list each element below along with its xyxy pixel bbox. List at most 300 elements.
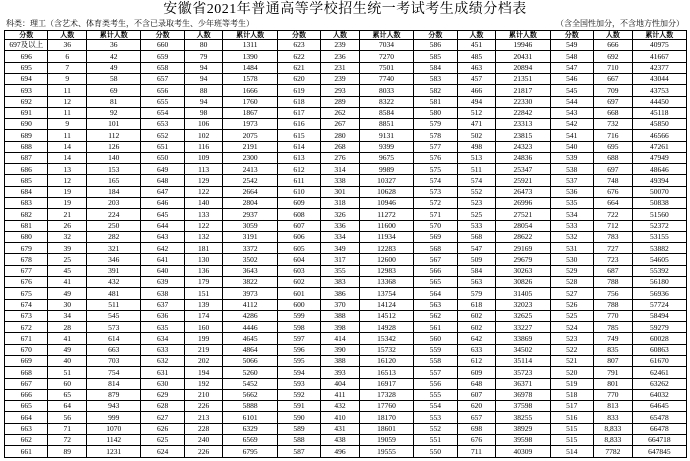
cumulative-cell: 44450 xyxy=(632,96,686,107)
score-cell: 628 xyxy=(141,401,184,412)
count-cell: 122 xyxy=(184,186,223,197)
score-cell: 543 xyxy=(550,107,593,118)
count-cell: 523 xyxy=(457,198,496,209)
score-cell: 652 xyxy=(141,130,184,141)
table-row xyxy=(5,277,687,288)
score-cell: 556 xyxy=(414,378,457,389)
score-cell: 584 xyxy=(414,62,457,73)
score-cell: 656 xyxy=(141,85,184,96)
cumulative-cell: 5452 xyxy=(223,378,277,389)
score-cell: 582 xyxy=(414,85,457,96)
count-cell: 388 xyxy=(321,355,360,366)
score-cell: 657 xyxy=(141,73,184,84)
count-cell: 7782 xyxy=(594,446,633,458)
score-cell: 601 xyxy=(277,288,320,299)
count-cell: 268 xyxy=(321,141,360,152)
table-row xyxy=(5,333,687,344)
cumulative-cell: 250 xyxy=(87,220,141,231)
cumulative-cell: 663 xyxy=(87,344,141,355)
cumulative-cell: 12600 xyxy=(359,254,413,265)
cumulative-cell: 3822 xyxy=(223,277,277,288)
score-cell: 523 xyxy=(550,333,593,344)
cumulative-cell: 46566 xyxy=(632,130,686,141)
table-row xyxy=(5,378,687,389)
cumulative-cell: 1311 xyxy=(223,40,277,51)
cumulative-cell: 32625 xyxy=(496,310,550,321)
table-row xyxy=(5,119,687,130)
count-cell: 411 xyxy=(321,389,360,400)
table-row xyxy=(5,412,687,423)
score-cell: 672 xyxy=(5,322,48,333)
score-cell: 634 xyxy=(141,333,184,344)
count-cell: 667 xyxy=(594,73,633,84)
count-cell: 712 xyxy=(594,220,633,231)
count-cell: 338 xyxy=(321,175,360,186)
cumulative-cell: 11934 xyxy=(359,231,413,242)
cumulative-cell: 49 xyxy=(87,62,141,73)
cumulative-cell: 43753 xyxy=(632,85,686,96)
count-cell: 80 xyxy=(184,40,223,51)
cumulative-cell: 432 xyxy=(87,277,141,288)
cumulative-cell: 1760 xyxy=(223,96,277,107)
table-row xyxy=(5,434,687,445)
count-cell: 30 xyxy=(48,299,87,310)
score-cell: 638 xyxy=(141,288,184,299)
cumulative-cell: 21351 xyxy=(496,73,550,84)
score-cell: 573 xyxy=(414,186,457,197)
table-row xyxy=(5,164,687,175)
count-cell: 239 xyxy=(321,73,360,84)
score-cell: 610 xyxy=(277,186,320,197)
count-cell: 102 xyxy=(184,130,223,141)
count-cell: 289 xyxy=(321,96,360,107)
count-cell: 136 xyxy=(184,265,223,276)
header-count: 人数 xyxy=(48,31,87,40)
score-cell: 552 xyxy=(414,423,457,434)
cumulative-cell: 5260 xyxy=(223,367,277,378)
table-row xyxy=(5,322,687,333)
count-cell: 19 xyxy=(48,186,87,197)
cumulative-cell: 7740 xyxy=(359,73,413,84)
count-cell: 511 xyxy=(457,164,496,175)
count-cell: 393 xyxy=(321,367,360,378)
count-cell: 688 xyxy=(594,152,633,163)
count-cell: 438 xyxy=(321,434,360,445)
score-cell: 675 xyxy=(5,288,48,299)
score-cell: 614 xyxy=(277,141,320,152)
cumulative-cell: 45118 xyxy=(632,107,686,118)
cumulative-cell: 47261 xyxy=(632,141,686,152)
cumulative-cell: 33869 xyxy=(496,333,550,344)
score-cell: 665 xyxy=(5,401,48,412)
count-cell: 756 xyxy=(594,288,633,299)
count-cell: 34 xyxy=(48,310,87,321)
cumulative-cell: 52372 xyxy=(632,220,686,231)
count-cell: 509 xyxy=(457,254,496,265)
count-cell: 525 xyxy=(457,209,496,220)
count-cell: 64 xyxy=(48,401,87,412)
score-cell: 682 xyxy=(5,209,48,220)
cumulative-cell: 1231 xyxy=(87,446,141,458)
cumulative-cell: 20431 xyxy=(496,51,550,62)
score-cell: 530 xyxy=(550,254,593,265)
score-cell: 604 xyxy=(277,254,320,265)
count-cell: 788 xyxy=(594,299,633,310)
score-cell: 646 xyxy=(141,198,184,209)
count-cell: 41 xyxy=(48,277,87,288)
count-cell: 129 xyxy=(184,175,223,186)
score-cell: 659 xyxy=(141,51,184,62)
cumulative-cell: 50838 xyxy=(632,198,686,209)
score-cell: 575 xyxy=(414,164,457,175)
score-cell: 550 xyxy=(414,446,457,458)
count-cell: 179 xyxy=(184,277,223,288)
score-cell: 642 xyxy=(141,243,184,254)
cumulative-cell: 391 xyxy=(87,265,141,276)
score-cell: 540 xyxy=(550,141,593,152)
score-cell: 679 xyxy=(5,243,48,254)
cumulative-cell: 13368 xyxy=(359,277,413,288)
count-cell: 788 xyxy=(594,277,633,288)
count-cell: 431 xyxy=(321,423,360,434)
score-cell: 693 xyxy=(5,85,48,96)
score-cell: 579 xyxy=(414,119,457,130)
count-cell: 414 xyxy=(321,333,360,344)
cumulative-cell: 999 xyxy=(87,412,141,423)
count-cell: 336 xyxy=(321,220,360,231)
count-cell: 28 xyxy=(48,322,87,333)
count-cell: 326 xyxy=(321,209,360,220)
count-cell: 494 xyxy=(457,96,496,107)
count-cell: 32 xyxy=(48,231,87,242)
score-cell: 583 xyxy=(414,73,457,84)
count-cell: 398 xyxy=(321,322,360,333)
cumulative-cell: 3191 xyxy=(223,231,277,242)
count-cell: 41 xyxy=(48,333,87,344)
header-cumulative: 累计人数 xyxy=(359,31,413,40)
score-cell: 520 xyxy=(550,367,593,378)
header-score: 分数 xyxy=(414,31,457,40)
cumulative-cell: 7501 xyxy=(359,62,413,73)
score-cell: 541 xyxy=(550,130,593,141)
cumulative-cell: 81 xyxy=(87,96,141,107)
cumulative-cell: 25921 xyxy=(496,175,550,186)
count-cell: 410 xyxy=(321,412,360,423)
table-row xyxy=(5,62,687,73)
score-cell: 660 xyxy=(141,40,184,51)
score-cell: 544 xyxy=(550,96,593,107)
cumulative-cell: 3643 xyxy=(223,265,277,276)
count-cell: 122 xyxy=(184,220,223,231)
cumulative-cell: 65478 xyxy=(632,412,686,423)
cumulative-cell: 26473 xyxy=(496,186,550,197)
cumulative-cell: 14512 xyxy=(359,310,413,321)
score-cell: 668 xyxy=(5,367,48,378)
cumulative-cell: 53155 xyxy=(632,231,686,242)
score-cell: 547 xyxy=(550,62,593,73)
cumulative-cell: 29679 xyxy=(496,254,550,265)
count-cell: 280 xyxy=(321,130,360,141)
score-cell: 590 xyxy=(277,412,320,423)
score-cell: 571 xyxy=(414,209,457,220)
score-cell: 565 xyxy=(414,277,457,288)
count-cell: 139 xyxy=(184,299,223,310)
count-cell: 568 xyxy=(457,231,496,242)
cumulative-cell: 3502 xyxy=(223,254,277,265)
cumulative-cell: 1666 xyxy=(223,85,277,96)
count-cell: 79 xyxy=(184,51,223,62)
score-cell: 596 xyxy=(277,344,320,355)
cumulative-cell: 17328 xyxy=(359,389,413,400)
count-cell: 12 xyxy=(48,175,87,186)
score-cell: 516 xyxy=(550,412,593,423)
cumulative-cell: 27521 xyxy=(496,209,550,220)
score-cell: 603 xyxy=(277,265,320,276)
score-cell: 548 xyxy=(550,51,593,62)
score-cell: 605 xyxy=(277,243,320,254)
count-cell: 835 xyxy=(594,344,633,355)
score-cell: 619 xyxy=(277,85,320,96)
score-cell: 538 xyxy=(550,164,593,175)
score-cell: 626 xyxy=(141,423,184,434)
score-cell: 644 xyxy=(141,220,184,231)
count-cell: 334 xyxy=(321,231,360,242)
score-cell: 561 xyxy=(414,322,457,333)
count-cell: 65 xyxy=(48,389,87,400)
cumulative-cell: 48646 xyxy=(632,164,686,175)
cumulative-cell: 112 xyxy=(87,130,141,141)
score-cell: 559 xyxy=(414,344,457,355)
count-cell: 666 xyxy=(594,40,633,51)
table-row xyxy=(5,446,687,458)
cumulative-cell: 2300 xyxy=(223,152,277,163)
count-cell: 199 xyxy=(184,333,223,344)
cumulative-cell: 12283 xyxy=(359,243,413,254)
cumulative-cell: 7034 xyxy=(359,40,413,51)
cumulative-cell: 21817 xyxy=(496,85,550,96)
count-cell: 51 xyxy=(48,367,87,378)
score-cell: 622 xyxy=(277,51,320,62)
table-row xyxy=(5,367,687,378)
cumulative-cell: 36 xyxy=(87,40,141,51)
score-cell: 669 xyxy=(5,355,48,366)
cumulative-cell: 50070 xyxy=(632,186,686,197)
table-row xyxy=(5,198,687,209)
score-cell: 632 xyxy=(141,355,184,366)
score-cell: 654 xyxy=(141,107,184,118)
score-cell: 577 xyxy=(414,141,457,152)
score-cell: 612 xyxy=(277,164,320,175)
count-cell: 648 xyxy=(457,378,496,389)
count-cell: 770 xyxy=(594,389,633,400)
count-cell: 213 xyxy=(184,412,223,423)
count-cell: 668 xyxy=(594,107,633,118)
score-cell: 650 xyxy=(141,152,184,163)
count-cell: 160 xyxy=(184,322,223,333)
count-cell: 710 xyxy=(594,62,633,73)
score-cell: 514 xyxy=(550,446,593,458)
score-cell: 609 xyxy=(277,198,320,209)
count-cell: 355 xyxy=(321,265,360,276)
cumulative-cell: 4446 xyxy=(223,322,277,333)
count-cell: 181 xyxy=(184,243,223,254)
cumulative-cell: 2937 xyxy=(223,209,277,220)
score-cell: 674 xyxy=(5,299,48,310)
count-cell: 833 xyxy=(594,412,633,423)
cumulative-cell: 57724 xyxy=(632,299,686,310)
score-cell: 534 xyxy=(550,209,593,220)
cumulative-cell: 1142 xyxy=(87,434,141,445)
count-cell: 602 xyxy=(457,322,496,333)
cumulative-cell: 64645 xyxy=(632,401,686,412)
header-count: 人数 xyxy=(457,31,496,40)
count-cell: 202 xyxy=(184,355,223,366)
score-cell: 542 xyxy=(550,119,593,130)
cumulative-cell: 2664 xyxy=(223,186,277,197)
count-cell: 785 xyxy=(594,322,633,333)
table-row xyxy=(5,389,687,400)
score-cell: 597 xyxy=(277,333,320,344)
score-cell: 518 xyxy=(550,389,593,400)
cumulative-cell: 2542 xyxy=(223,175,277,186)
score-cell: 591 xyxy=(277,401,320,412)
cumulative-cell: 56936 xyxy=(632,288,686,299)
cumulative-cell: 11272 xyxy=(359,209,413,220)
cumulative-cell: 8584 xyxy=(359,107,413,118)
count-cell: 722 xyxy=(594,209,633,220)
cumulative-cell: 60028 xyxy=(632,333,686,344)
count-cell: 620 xyxy=(457,401,496,412)
table-row xyxy=(5,40,687,51)
cumulative-cell: 26996 xyxy=(496,198,550,209)
count-cell: 471 xyxy=(457,119,496,130)
cumulative-cell: 10946 xyxy=(359,198,413,209)
score-cell: 678 xyxy=(5,254,48,265)
score-cell: 623 xyxy=(277,40,320,51)
cumulative-cell: 15732 xyxy=(359,344,413,355)
score-cell: 696 xyxy=(5,51,48,62)
score-cell: 519 xyxy=(550,378,593,389)
score-cell: 683 xyxy=(5,198,48,209)
header-score: 分数 xyxy=(141,31,184,40)
table-row xyxy=(5,73,687,84)
count-cell: 697 xyxy=(594,96,633,107)
count-cell: 657 xyxy=(457,412,496,423)
count-cell: 349 xyxy=(321,243,360,254)
score-cell: 576 xyxy=(414,152,457,163)
score-cell: 687 xyxy=(5,152,48,163)
score-cell: 697及以上 xyxy=(5,40,48,51)
cumulative-cell: 4864 xyxy=(223,344,277,355)
score-cell: 553 xyxy=(414,412,457,423)
score-cell: 677 xyxy=(5,265,48,276)
score-cell: 535 xyxy=(550,198,593,209)
count-cell: 12 xyxy=(48,96,87,107)
count-cell: 262 xyxy=(321,107,360,118)
count-cell: 14 xyxy=(48,152,87,163)
cumulative-cell: 943 xyxy=(87,401,141,412)
cumulative-cell: 140 xyxy=(87,152,141,163)
cumulative-cell: 5066 xyxy=(223,355,277,366)
cumulative-cell: 45850 xyxy=(632,119,686,130)
cumulative-cell: 14124 xyxy=(359,299,413,310)
cumulative-cell: 10628 xyxy=(359,186,413,197)
cumulative-cell: 61670 xyxy=(632,355,686,366)
cumulative-cell: 647845 xyxy=(632,446,686,458)
score-cell: 581 xyxy=(414,96,457,107)
count-cell: 9 xyxy=(48,73,87,84)
count-cell: 210 xyxy=(184,389,223,400)
score-cell: 647 xyxy=(141,186,184,197)
score-cell: 558 xyxy=(414,355,457,366)
score-cell: 592 xyxy=(277,389,320,400)
count-cell: 174 xyxy=(184,310,223,321)
cumulative-cell: 2804 xyxy=(223,198,277,209)
count-cell: 11 xyxy=(48,107,87,118)
cumulative-cell: 18170 xyxy=(359,412,413,423)
score-cell: 616 xyxy=(277,119,320,130)
table-row xyxy=(5,231,687,242)
count-cell: 226 xyxy=(184,401,223,412)
score-cell: 681 xyxy=(5,220,48,231)
count-cell: 25 xyxy=(48,254,87,265)
score-cell: 691 xyxy=(5,107,48,118)
count-cell: 26 xyxy=(48,220,87,231)
cumulative-cell: 19946 xyxy=(496,40,550,51)
score-cell: 637 xyxy=(141,299,184,310)
count-cell: 727 xyxy=(594,243,633,254)
cumulative-cell: 703 xyxy=(87,355,141,366)
cumulative-cell: 2413 xyxy=(223,164,277,175)
score-cell: 533 xyxy=(550,220,593,231)
cumulative-cell: 879 xyxy=(87,389,141,400)
cumulative-cell: 58494 xyxy=(632,310,686,321)
score-cell: 643 xyxy=(141,231,184,242)
count-cell: 239 xyxy=(321,40,360,51)
score-cell: 631 xyxy=(141,367,184,378)
score-cell: 689 xyxy=(5,130,48,141)
cumulative-cell: 8033 xyxy=(359,85,413,96)
count-cell: 770 xyxy=(594,310,633,321)
cumulative-cell: 25347 xyxy=(496,164,550,175)
score-cell: 635 xyxy=(141,322,184,333)
score-cell: 636 xyxy=(141,310,184,321)
count-cell: 88 xyxy=(184,85,223,96)
score-cell: 569 xyxy=(414,231,457,242)
cumulative-cell: 9989 xyxy=(359,164,413,175)
count-cell: 228 xyxy=(184,423,223,434)
score-cell: 692 xyxy=(5,96,48,107)
count-cell: 301 xyxy=(321,186,360,197)
count-cell: 607 xyxy=(457,389,496,400)
table-row xyxy=(5,152,687,163)
header-cumulative: 累计人数 xyxy=(87,31,141,40)
cumulative-cell: 6101 xyxy=(223,412,277,423)
cumulative-cell: 6569 xyxy=(223,434,277,445)
count-cell: 801 xyxy=(594,378,633,389)
count-cell: 132 xyxy=(184,231,223,242)
cumulative-cell: 5888 xyxy=(223,401,277,412)
score-cell: 545 xyxy=(550,85,593,96)
score-cell: 522 xyxy=(550,344,593,355)
score-cell: 645 xyxy=(141,209,184,220)
table-row xyxy=(5,310,687,321)
count-cell: 466 xyxy=(457,85,496,96)
score-cell: 673 xyxy=(5,310,48,321)
cumulative-cell: 18601 xyxy=(359,423,413,434)
score-cell: 528 xyxy=(550,277,593,288)
table-row xyxy=(5,107,687,118)
